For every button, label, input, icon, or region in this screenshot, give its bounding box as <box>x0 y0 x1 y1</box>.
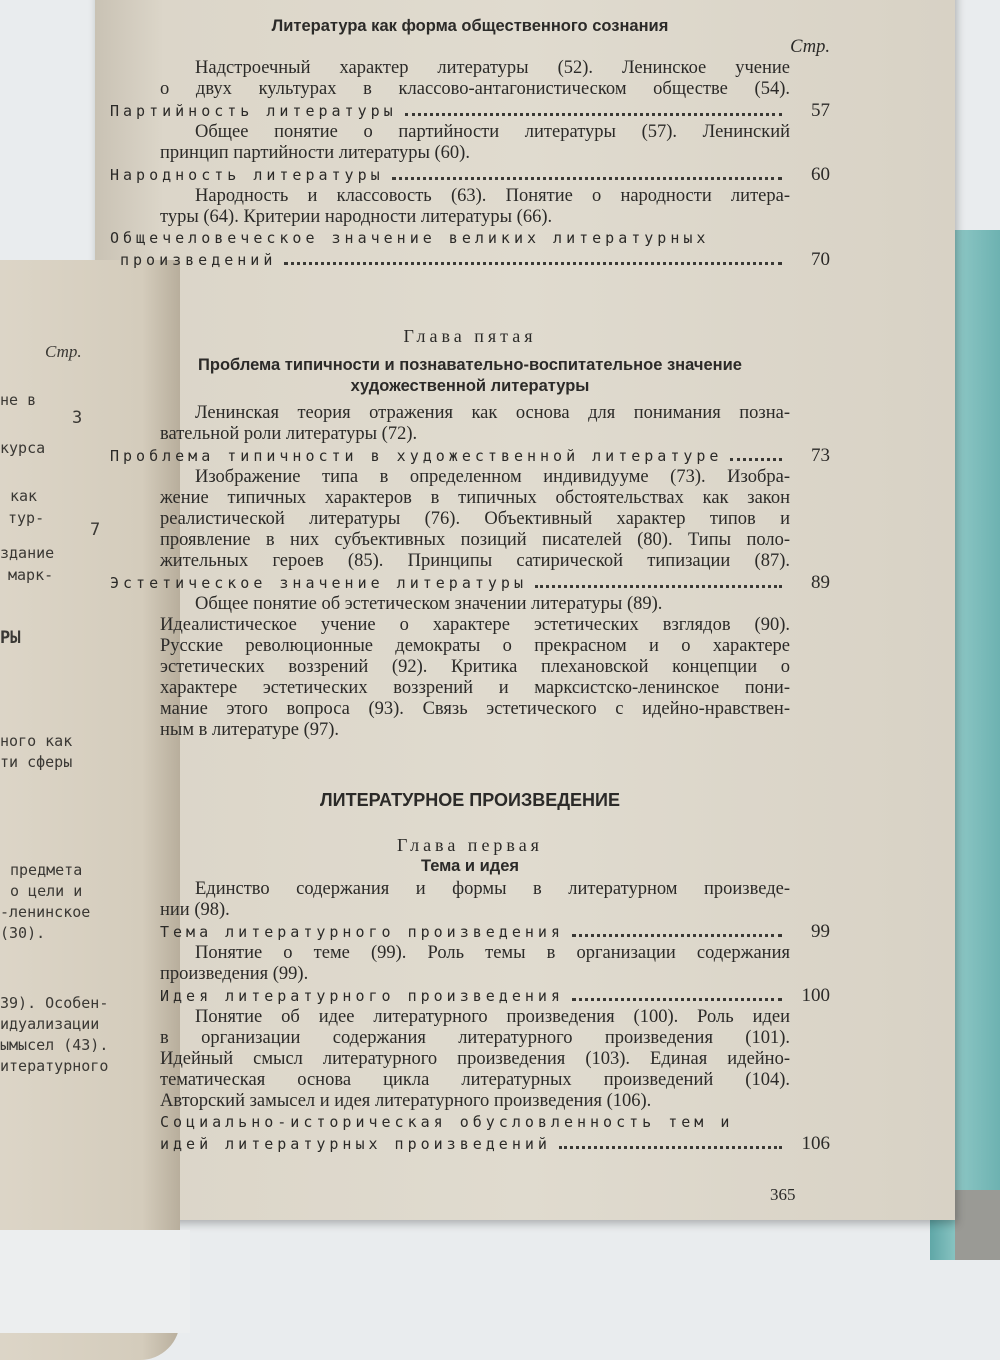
chapter-title: Тема и идея <box>420 857 520 875</box>
part-section <box>110 790 830 1155</box>
toc-row[interactable] <box>110 1133 830 1155</box>
toc-entry[interactable]: Эстетическое значение литературы <box>110 574 527 592</box>
toc-row[interactable] <box>110 572 830 594</box>
toc-description: реалистической литературы (76). Объективный характер типов и <box>160 509 790 529</box>
toc-row[interactable] <box>110 228 830 249</box>
left-fragment: не в <box>0 391 37 409</box>
chapter5-section <box>110 326 830 741</box>
toc-row <box>110 594 830 615</box>
toc-row <box>110 403 830 424</box>
background <box>0 1230 190 1333</box>
toc-description: Авторский замысел и идея литературного произведения (106). <box>160 1091 652 1111</box>
left-fragment: о цели и <box>10 882 83 900</box>
toc-description: жение типичных характеров в типичных обстоятельствах как закон <box>160 488 790 508</box>
toc-description: эстетических воззрений (92). Критика плехановской концепции о <box>160 657 790 677</box>
toc-row[interactable] <box>110 921 830 943</box>
left-fragment: ного как <box>0 732 73 750</box>
toc-row <box>110 488 830 509</box>
part-title-row <box>110 790 830 811</box>
chapter-title-continued: художественной литературы <box>350 377 590 395</box>
toc-description: в организации содержания литературного произведения (101). <box>160 1028 790 1048</box>
chapter-label-row <box>110 835 830 856</box>
toc-page-number: 99 <box>811 921 830 942</box>
toc-entry[interactable]: Социально-историческая обусловленность тем и <box>160 1113 734 1131</box>
toc-page-number: 73 <box>811 445 830 466</box>
left-page-number: 3 <box>72 408 83 428</box>
toc-entry[interactable]: Партийность литературы <box>110 102 397 120</box>
page-column-label-row <box>110 37 830 58</box>
toc-row <box>110 964 830 985</box>
toc-row <box>110 900 830 921</box>
toc-entry-continued[interactable]: произведений <box>120 251 277 269</box>
left-fragment: как <box>10 487 38 505</box>
toc-description: Единство содержания и формы в литературном произведе- <box>195 879 790 899</box>
toc-row <box>110 1007 830 1028</box>
toc-row <box>110 424 830 445</box>
toc-description: Идейный смысл литературного произведения (103). Единая идейно- <box>160 1049 790 1069</box>
toc-entry[interactable]: Проблема типичности в художественной литературе <box>110 447 723 465</box>
left-fragment: -ленинское <box>0 903 91 921</box>
toc-description: Русские революционные демократы о прекрасном и о характере <box>160 636 790 656</box>
toc-row <box>110 1091 830 1112</box>
left-fragment: ымысел (43). <box>0 1036 109 1054</box>
left-fragment: здание <box>0 544 55 562</box>
toc-row <box>110 636 830 657</box>
dot-leader <box>572 998 782 1001</box>
toc-description: мание этого вопроса (93). Связь эстетического с идейно-нравствен- <box>160 699 790 719</box>
toc-page-number: 70 <box>811 249 830 270</box>
toc-row <box>110 509 830 530</box>
toc-row[interactable] <box>110 985 830 1007</box>
toc-description: туры (64). Критерии народности литературы (66). <box>160 207 553 227</box>
toc-entry[interactable]: Общечеловеческое значение великих литературных <box>110 229 710 247</box>
toc-description: принцип партийности литературы (60). <box>160 143 470 163</box>
toc-description: нии (98). <box>160 900 230 920</box>
toc-description: о двух культурах в классово-антагонистическом обществе (54). <box>160 79 790 99</box>
chapter-title-row <box>110 16 830 37</box>
chapter-label-row <box>110 326 830 347</box>
toc-row <box>110 79 830 100</box>
dot-leader <box>284 262 782 265</box>
chapter-title-row <box>110 856 830 877</box>
left-fragment: предмета <box>10 861 83 879</box>
toc-entry[interactable]: Идея литературного произведения <box>160 987 564 1005</box>
chapter-title-row <box>110 376 830 397</box>
toc-page-number: 60 <box>811 164 830 185</box>
page-column-label: Стр. <box>790 37 830 57</box>
toc-row[interactable] <box>110 249 830 271</box>
page-number: 365 <box>770 1185 796 1204</box>
dot-leader <box>535 585 782 588</box>
left-page-number: 7 <box>90 520 101 540</box>
left-page-col-label: Стр. <box>45 342 82 361</box>
toc-row <box>110 699 830 720</box>
left-fragment: курса <box>0 439 46 457</box>
left-heading-fragment: РЫ <box>0 628 21 648</box>
left-fragment: идуализации <box>0 1015 100 1033</box>
toc-description: Надстроечный характер литературы (52). Ленинское учение <box>195 58 790 78</box>
dot-leader <box>392 177 782 180</box>
toc-row <box>110 58 830 79</box>
left-fragment: марк- <box>8 566 54 584</box>
left-fragment: итературного <box>0 1057 109 1075</box>
toc-row <box>110 122 830 143</box>
toc-entry[interactable]: Народность литературы <box>110 166 384 184</box>
toc-description: Изображение типа в определенном индивидууме (73). Изобра- <box>195 467 790 487</box>
dot-leader <box>730 458 782 461</box>
toc-row <box>110 1049 830 1070</box>
left-fragment: (30). <box>0 924 46 942</box>
toc-entry[interactable]: Тема литературного произведения <box>160 923 564 941</box>
toc-row <box>110 530 830 551</box>
dot-leader <box>405 113 782 116</box>
left-fragment: ти сферы <box>0 753 73 771</box>
toc-description: вательной роли литературы (72). <box>160 424 418 444</box>
toc-description: Идеалистическое учение о характере эстетических взглядов (90). <box>160 615 790 635</box>
toc-page-number: 57 <box>811 100 830 121</box>
toc-description: Общее понятие о партийности литературы (57). Ленинский <box>195 122 790 142</box>
toc-description: произведения (99). <box>160 964 309 984</box>
toc-row[interactable] <box>110 445 830 467</box>
toc-description: характере эстетических воззрений и марксистско-ленинское пони- <box>160 678 790 698</box>
toc-row <box>110 879 830 900</box>
toc-row <box>110 943 830 964</box>
chapter-title-row <box>110 355 830 376</box>
toc-row <box>110 467 830 488</box>
left-fragment: 39). Особен- <box>0 994 109 1012</box>
background-object <box>955 1190 1000 1260</box>
toc-row <box>110 615 830 636</box>
toc-row <box>110 207 830 228</box>
toc-row[interactable] <box>110 100 830 122</box>
chapter-label: Глава пятая <box>403 326 537 346</box>
toc-page-number: 100 <box>801 985 830 1006</box>
toc-description: Понятие об идее литературного произведения (100). Роль идеи <box>195 1007 790 1027</box>
toc-row <box>110 551 830 572</box>
left-fragment: тур- <box>8 509 45 527</box>
toc-row[interactable] <box>110 164 830 186</box>
toc-page-number: 106 <box>801 1133 830 1154</box>
dot-leader <box>572 934 782 937</box>
toc-row <box>110 657 830 678</box>
toc-row <box>110 186 830 207</box>
chapter-label: Глава первая <box>397 835 543 855</box>
toc-description: проявление в них субъективных позиций писателей (80). Типы поло- <box>160 530 790 550</box>
toc-description: тематическая основа цикла литературных произведений (104). <box>160 1070 790 1090</box>
toc-description: Общее понятие об эстетическом значении литературы (89). <box>195 594 663 614</box>
toc-page-number: 89 <box>811 572 830 593</box>
chapter-title: Проблема типичности и познавательно-воспитательное значение <box>198 356 742 374</box>
chapter4-section <box>110 16 830 271</box>
toc-description: жительных героев (85). Принципы сатирической типизации (87). <box>160 551 790 571</box>
chapter-title: Литература как форма общественного сознания <box>271 17 669 35</box>
toc-description: Понятие о теме (99). Роль темы в организации содержания <box>195 943 790 963</box>
dot-leader <box>559 1146 782 1149</box>
toc-description: Ленинская теория отражения как основа для понимания позна- <box>195 403 790 423</box>
part-title: ЛИТЕРАТУРНОЕ ПРОИЗВЕДЕНИЕ <box>320 790 620 810</box>
toc-row <box>110 1070 830 1091</box>
toc-row <box>110 143 830 164</box>
toc-row <box>110 678 830 699</box>
toc-description: ным в литературе (97). <box>160 720 340 740</box>
toc-description: Народность и классовость (63). Понятие о народности литера- <box>195 186 790 206</box>
toc-row[interactable] <box>110 1112 830 1133</box>
toc-row <box>110 720 830 741</box>
toc-entry-continued[interactable]: идей литературных произведений <box>160 1135 551 1153</box>
toc-row <box>110 1028 830 1049</box>
